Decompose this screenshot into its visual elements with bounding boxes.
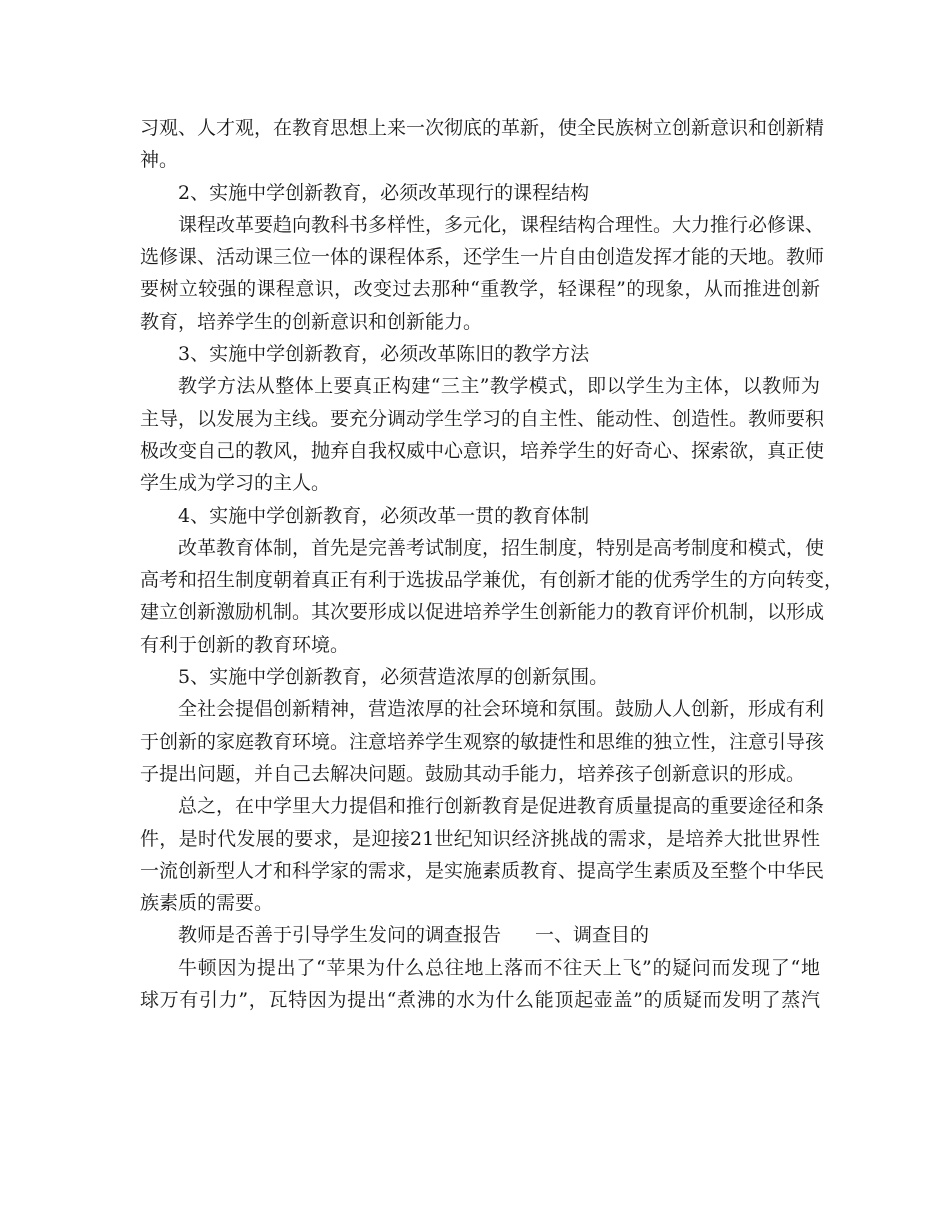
text-line: 子提出问题，并自己去解决问题。鼓励其动手能力，培养孩子创新意识的形成。 (140, 762, 806, 785)
paragraph-start: 课程改革要趋向教科书多样性，多元化，课程结构合理性。大力推行必修课、 (178, 213, 825, 236)
paragraph-start: 全社会提倡创新精神，营造浓厚的社会环境和氛围。鼓励人人创新，形成有利 (178, 698, 825, 721)
report-section-heading: 一、调查目的 (535, 924, 650, 947)
paragraph-start: 教学方法从整体上要真正构建“三主”教学模式，即以学生为主体，以教师为 (178, 375, 820, 398)
text-line: 族素质的需要。 (140, 892, 274, 915)
section-heading: 5、实施中学创新教育，必须营造浓厚的创新氛围。 (178, 666, 609, 689)
text-line: 神。 (140, 149, 179, 172)
section-heading: 4、实施中学创新教育，必须改革一贯的教育体制 (178, 504, 590, 527)
document-body (140, 112, 844, 1016)
text-line: 学生成为学习的主人。 (140, 472, 331, 495)
text-line: 教育，培养学生的创新意识和创新能力。 (140, 310, 483, 333)
text-line: 选修课、活动课三位一体的课程体系，还学生一片自由创造发挥才能的天地。教师 (140, 246, 825, 269)
text-line: 一流创新型人才和科学家的需求，是实施素质教育、提高学生素质及至整个中华民 (140, 859, 825, 882)
text-line: 有利于创新的教育环境。 (140, 633, 350, 656)
text-line: 极改变自己的教风，抛弃自我权威中心意识，培养学生的好奇心、探索欲，真正使 (140, 439, 825, 462)
report-title: 教师是否善于引导学生发问的调查报告 (178, 924, 502, 947)
text-line: 于创新的家庭教育环境。注意培养学生观察的敏捷性和思维的独立性，注意引导孩 (140, 730, 825, 753)
paragraph-start: 总之，在中学里大力提倡和推行创新教育是促进教育质量提高的重要途径和条 (178, 795, 825, 818)
text-line: 习观、人才观，在教育思想上来一次彻底的革新，使全民族树立创新意识和创新精 (140, 117, 825, 139)
paragraph-start: 改革教育体制，首先是完善考试制度，招生制度，特别是高考制度和模式，使 (178, 536, 825, 559)
text-line: 高考和招生制度朝着真正有利于选拔品学兼优，有创新才能的优秀学生的方向转变， (140, 569, 844, 592)
paragraph-start: 牛顿因为提出了“苹果为什么总往地上落而不往天上飞”的疑问而发现了“地 (178, 956, 820, 979)
text-line: 球万有引力”，瓦特因为提出“煮沸的水为什么能顶起壶盖”的质疑而发明了蒸汽 (140, 989, 820, 1012)
text-line: 建立创新激励机制。其次要形成以促进培养学生创新能力的教育评价机制，以形成 (140, 601, 825, 624)
text-line: 主导，以发展为主线。要充分调动学生学习的自主性、能动性、创造性。教师要积 (140, 407, 825, 430)
section-heading: 2、实施中学创新教育，必须改革现行的课程结构 (178, 181, 590, 204)
text-line: 件，是时代发展的要求，是迎接21世纪知识经济挑战的需求，是培养大批世界性 (140, 827, 820, 850)
section-heading: 3、实施中学创新教育，必须改革陈旧的教学方法 (178, 343, 590, 366)
report-heading-line (140, 919, 820, 951)
text-line: 要树立较强的课程意识，改变过去那种“重教学，轻课程”的现象，从而推进创新 (140, 278, 820, 301)
